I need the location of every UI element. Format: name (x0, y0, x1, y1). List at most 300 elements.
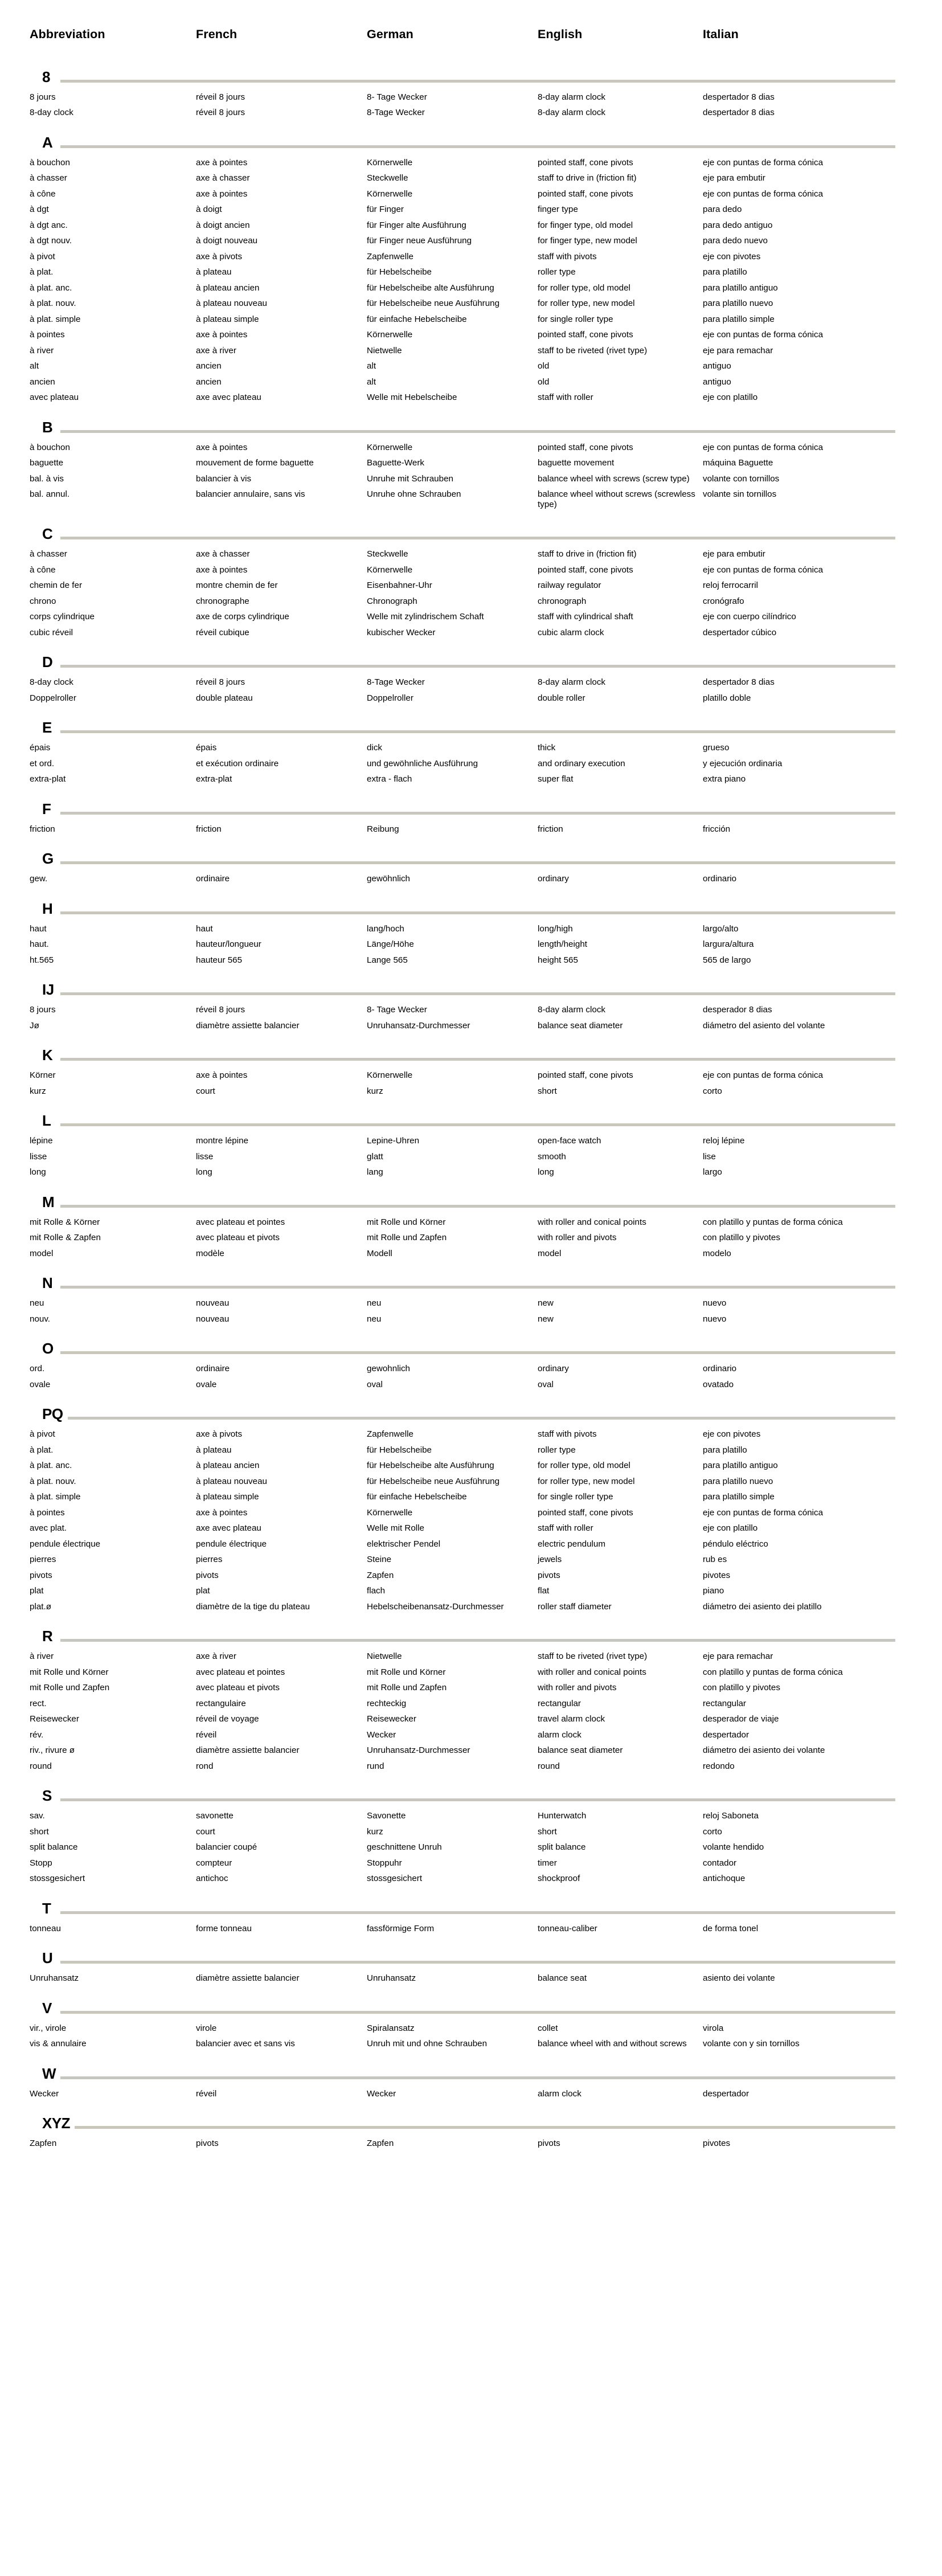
cell-english: rectangular (538, 1698, 581, 1708)
cell-italian: largo (703, 1167, 722, 1177)
cell-german: mit Rolle und Zapfen (367, 1233, 447, 1243)
cell-french: axe à pivots (196, 1429, 243, 1440)
section-divider-rule (75, 2126, 895, 2129)
cell-italian: volante con y sin tornillos (703, 2039, 800, 2049)
table-row (30, 872, 895, 886)
cell-abbreviation: à plat. anc. (30, 283, 72, 293)
cell-italian: con platillo y pivotes (703, 1683, 780, 1693)
cell-italian: para dedo nuevo (703, 236, 768, 246)
cell-english: split balance (538, 1842, 586, 1853)
cell-french: diamètre assiette balancier (196, 1020, 300, 1031)
section-rows (30, 1971, 912, 1986)
cell-abbreviation: extra-plat (30, 774, 66, 784)
cell-french: à plateau ancien (196, 1461, 260, 1471)
cell-german: Welle mit Hebelscheibe (367, 392, 457, 403)
cell-italian: eje para remachar (703, 345, 773, 355)
cell-english: finger type (538, 205, 578, 215)
cell-french: diamètre assiette balancier (196, 1745, 300, 1756)
section-rows (30, 156, 912, 405)
cell-german: für Hebelscheibe alte Ausführung (367, 1461, 494, 1471)
cell-german: für Finger neue Ausführung (367, 236, 472, 246)
cell-french: hauteur 565 (196, 955, 243, 965)
section-letter: V (42, 1999, 52, 2017)
cell-french: axe avec plateau (196, 392, 261, 403)
section-rows (30, 2136, 912, 2151)
cell-abbreviation: Körner (30, 1070, 56, 1081)
cell-german: rund (367, 1761, 384, 1771)
table-row (30, 1165, 895, 1180)
cell-abbreviation: chemin de fer (30, 580, 83, 591)
cell-french: à doigt (196, 205, 222, 215)
cell-italian: para dedo antiguo (703, 220, 773, 230)
cell-german: neu (367, 1298, 382, 1309)
cell-english: shockproof (538, 1874, 580, 1884)
cell-german: flach (367, 1586, 386, 1596)
cell-abbreviation: ord. (30, 1364, 45, 1374)
cell-french: avec plateau et pointes (196, 1667, 285, 1677)
section-letter: E (42, 719, 52, 737)
section-divider-rule (60, 1798, 895, 1801)
section-rows (30, 741, 912, 787)
section-divider-rule (60, 1058, 895, 1061)
cell-abbreviation: sav. (30, 1811, 45, 1821)
cell-italian: volante hendido (703, 1842, 764, 1853)
table-row (30, 375, 895, 390)
cell-abbreviation: haut (30, 923, 47, 934)
table-row (30, 1825, 895, 1839)
cell-italian: eje con cuerpo cilíndrico (703, 612, 796, 622)
cell-english: pointed staff, cone pivots (538, 442, 633, 452)
cell-french: réveil (196, 2088, 217, 2099)
cell-english: short (538, 1826, 557, 1837)
cell-french: axe à pointes (196, 442, 248, 452)
section-letter: L (42, 1112, 51, 1130)
cell-french: diamètre assiette balancier (196, 1973, 300, 1984)
cell-italian: eje con platillo (703, 1523, 758, 1534)
cell-abbreviation: chrono (30, 596, 56, 606)
table-row (30, 105, 895, 120)
cell-italian: largura/altura (703, 939, 754, 950)
cell-english: for finger type, new model (538, 236, 637, 246)
cell-german: für Finger alte Ausführung (367, 220, 466, 230)
cell-english: 8-day alarm clock (538, 92, 606, 102)
cell-english: model (538, 1248, 562, 1258)
table-row (30, 1568, 895, 1583)
section-divider-rule (60, 992, 895, 995)
table-row (30, 563, 895, 578)
cell-italian: para platillo (703, 267, 747, 277)
cell-german: für Hebelscheibe (367, 1445, 432, 1455)
cell-english: collet (538, 2023, 558, 2033)
cell-english: roller staff diameter (538, 1601, 612, 1612)
cell-italian: máquina Baguette (703, 458, 773, 468)
cell-french: savonette (196, 1811, 234, 1821)
section-heading-t (30, 1894, 895, 1917)
cell-english: pointed staff, cone pivots (538, 189, 633, 199)
cell-abbreviation: Unruhansatz (30, 1973, 79, 1984)
cell-english: 8-day alarm clock (538, 677, 606, 688)
cell-italian: despertador 8 dias (703, 92, 775, 102)
cell-abbreviation: à chasser (30, 173, 67, 183)
section-heading-k (30, 1041, 895, 1064)
cell-italian: diámetro dei asiento dei platillo (703, 1601, 822, 1612)
cell-english: balance wheel with and without screws (538, 2039, 687, 2049)
cell-english: electric pendulum (538, 1539, 606, 1549)
cell-german: Körnerwelle (367, 330, 413, 340)
cell-french: axe de corps cylindrique (196, 612, 289, 622)
cell-french: nouveau (196, 1298, 230, 1309)
cell-german: Steckwelle (367, 549, 408, 559)
table-row (30, 1696, 895, 1711)
cell-italian: despertador (703, 2088, 749, 2099)
cell-english: roller type (538, 267, 576, 277)
cell-english: short (538, 1086, 557, 1096)
cell-english: old (538, 361, 550, 371)
cell-abbreviation: bal. annul. (30, 489, 70, 500)
cell-french: avec plateau et pivots (196, 1233, 280, 1243)
cell-german: für Hebelscheibe neue Ausführung (367, 1476, 500, 1486)
section-divider-rule (60, 430, 895, 433)
cell-italian: antiguo (703, 377, 731, 387)
cell-abbreviation: friction (30, 824, 55, 834)
section-letter: B (42, 418, 53, 436)
table-row (30, 1521, 895, 1536)
cell-english: new (538, 1314, 554, 1324)
cell-italian: largo/alto (703, 923, 739, 934)
section-letter: O (42, 1340, 54, 1357)
cell-german: Körnerwelle (367, 565, 413, 575)
cell-abbreviation: mit Rolle und Zapfen (30, 1683, 110, 1693)
table-row (30, 2037, 895, 2051)
cell-abbreviation: tonneau (30, 1923, 61, 1933)
cell-german: Welle mit zylindrischem Schaft (367, 612, 484, 622)
section-heading-c (30, 520, 895, 542)
cell-italian: diámetro del asiento del volante (703, 1020, 825, 1031)
section-rows (30, 1068, 912, 1098)
cell-italian: cronógrafo (703, 596, 744, 606)
table-row (30, 772, 895, 787)
table-row (30, 1474, 895, 1489)
section-rows (30, 1427, 912, 1614)
table-row (30, 296, 895, 311)
cell-italian: eje con platillo (703, 392, 758, 403)
section-letter: XYZ (42, 2115, 71, 2132)
section-rows (30, 675, 912, 705)
section-divider-rule (60, 1961, 895, 1964)
cell-italian: piano (703, 1586, 724, 1596)
cell-abbreviation: neu (30, 1298, 44, 1309)
cell-italian: desperador 8 dias (703, 1005, 772, 1015)
cell-french: axe à pointes (196, 330, 248, 340)
table-row (30, 1296, 895, 1311)
cell-german: Nietwelle (367, 1651, 402, 1662)
cell-french: ordinaire (196, 874, 230, 884)
cell-german: 8-Tage Wecker (367, 677, 425, 688)
cell-english: baguette movement (538, 458, 615, 468)
cell-italian: despertador 8 dias (703, 677, 775, 688)
cell-italian: lise (703, 1151, 716, 1162)
table-row (30, 156, 895, 170)
table-row (30, 440, 895, 455)
cell-english: tonneau-caliber (538, 1923, 597, 1933)
section-heading-s (30, 1781, 895, 1804)
cell-italian: para platillo antiguo (703, 1461, 778, 1471)
cell-french: à doigt nouveau (196, 236, 258, 246)
cell-english: height 565 (538, 955, 578, 965)
cell-abbreviation: à river (30, 345, 54, 355)
section-heading-w (30, 2059, 895, 2082)
cell-italian: despertador 8 dias (703, 108, 775, 118)
section-divider-rule (60, 911, 895, 914)
cell-english: staff to drive in (friction fit) (538, 549, 637, 559)
cell-french: rectangulaire (196, 1698, 246, 1708)
table-row (30, 1312, 895, 1327)
section-heading-xyz (30, 2109, 895, 2132)
cell-english: cubic alarm clock (538, 627, 604, 637)
cell-german: kurz (367, 1826, 383, 1837)
cell-french: axe à river (196, 1651, 236, 1662)
section-rows (30, 922, 912, 968)
table-row (30, 1134, 895, 1148)
cell-abbreviation: 8 jours (30, 1005, 56, 1015)
cell-german: Steckwelle (367, 173, 408, 183)
cell-abbreviation: model (30, 1248, 54, 1258)
table-row (30, 1230, 895, 1245)
cell-german: neu (367, 1314, 382, 1324)
section-letter: C (42, 525, 53, 543)
cell-english: staff with pivots (538, 1429, 597, 1440)
cell-german: Körnerwelle (367, 1507, 413, 1518)
section-divider-rule (60, 1286, 895, 1289)
section-divider-rule (60, 665, 895, 668)
table-row (30, 472, 895, 486)
table-row (30, 1600, 895, 1614)
cell-german: 8-Tage Wecker (367, 108, 425, 118)
cell-german: rechteckig (367, 1698, 407, 1708)
cell-german: Stoppuhr (367, 1858, 402, 1868)
cell-french: réveil 8 jours (196, 92, 245, 102)
table-row (30, 390, 895, 405)
cell-english: smooth (538, 1151, 566, 1162)
cell-french: pendule électrique (196, 1539, 267, 1549)
cell-english: and ordinary execution (538, 758, 625, 768)
cell-italian: péndulo eléctrico (703, 1539, 768, 1549)
cell-abbreviation: 8-day clock (30, 677, 73, 688)
cell-german: Unruh mit und ohne Schrauben (367, 2039, 488, 2049)
cell-abbreviation: à plat. nouv. (30, 1476, 76, 1486)
cell-abbreviation: Doppelroller (30, 693, 76, 703)
cell-english: Hunterwatch (538, 1811, 587, 1821)
section-rows (30, 547, 912, 640)
cell-italian: para platillo nuevo (703, 1476, 773, 1486)
cell-english: pivots (538, 2139, 560, 2149)
cell-abbreviation: plat (30, 1586, 44, 1596)
cell-french: axe à chasser (196, 549, 250, 559)
cell-english: thick (538, 743, 556, 753)
cell-english: staff with cylindrical shaft (538, 612, 633, 622)
cell-italian: para platillo nuevo (703, 299, 773, 309)
column-header-german: German (367, 27, 413, 41)
cell-english: staff to be riveted (rivet type) (538, 1651, 648, 1662)
cell-french: modèle (196, 1248, 224, 1258)
cell-german: 8- Tage Wecker (367, 92, 427, 102)
section-heading-e (30, 713, 895, 736)
section-letter: K (42, 1046, 53, 1064)
cell-german: Wecker (367, 1729, 396, 1740)
cell-abbreviation: mit Rolle und Körner (30, 1667, 109, 1677)
cell-italian: virola (703, 2023, 724, 2033)
cell-english: with roller and pivots (538, 1233, 617, 1243)
cell-french: réveil 8 jours (196, 108, 245, 118)
cell-german: für einfache Hebelscheibe (367, 314, 467, 324)
table-row (30, 675, 895, 690)
cell-french: double plateau (196, 693, 253, 703)
cell-abbreviation: short (30, 1826, 49, 1837)
cell-english: ordinary (538, 1364, 569, 1374)
cell-english: pivots (538, 1570, 560, 1580)
cell-abbreviation: à pointes (30, 1507, 65, 1518)
section-letter: H (42, 899, 53, 917)
table-row (30, 187, 895, 202)
table-row (30, 1003, 895, 1017)
cell-german: Zapfenwelle (367, 1429, 413, 1440)
cell-english: for roller type, new model (538, 1476, 635, 1486)
cell-french: épais (196, 743, 217, 753)
cell-english: with roller and conical points (538, 1667, 646, 1677)
cell-french: compteur (196, 1858, 232, 1868)
table-row (30, 218, 895, 233)
cell-german: Spiralansatz (367, 2023, 415, 2033)
cell-french: axe à pivots (196, 251, 243, 261)
cell-english: for finger type, old model (538, 220, 633, 230)
cell-abbreviation: à pivot (30, 1429, 55, 1440)
cell-german: dick (367, 743, 383, 753)
section-letter: U (42, 1949, 53, 1967)
cell-italian: desperador de viaje (703, 1714, 779, 1724)
cell-french: réveil de voyage (196, 1714, 259, 1724)
cell-english: staff to be riveted (rivet type) (538, 345, 648, 355)
cell-french: ovale (196, 1379, 217, 1389)
cell-french: balancier annulaire, sans vis (196, 489, 305, 500)
cell-italian: asiento dei volante (703, 1973, 775, 1984)
table-row (30, 1361, 895, 1376)
cell-german: Unruhe mit Schrauben (367, 473, 453, 484)
cell-abbreviation: mit Rolle & Zapfen (30, 1233, 101, 1243)
cell-abbreviation: riv., rivure ø (30, 1745, 75, 1756)
cell-abbreviation: à dgt nouv. (30, 236, 72, 246)
cell-abbreviation: pendule électrique (30, 1539, 101, 1549)
cell-french: à plateau ancien (196, 283, 260, 293)
cell-english: oval (538, 1379, 554, 1389)
table-row (30, 1458, 895, 1473)
cell-german: Unruhe ohne Schrauben (367, 489, 461, 500)
cell-abbreviation: nouv. (30, 1314, 51, 1324)
cell-german: geschnittene Unruh (367, 1842, 442, 1853)
cell-italian: eje con pivotes (703, 1429, 761, 1440)
cell-abbreviation: à pivot (30, 251, 55, 261)
table-header-row (30, 27, 895, 42)
cell-german: Reisewecker (367, 1714, 416, 1724)
cell-english: open-face watch (538, 1136, 601, 1146)
section-letter: W (42, 2064, 56, 2082)
table-row (30, 1377, 895, 1392)
section-heading-l (30, 1106, 895, 1129)
cell-english: pointed staff, cone pivots (538, 330, 633, 340)
cell-french: axe à pointes (196, 565, 248, 575)
cell-english: for roller type, old model (538, 1461, 630, 1471)
section-divider-rule (60, 730, 895, 733)
cell-italian: pivotes (703, 2139, 731, 2149)
cell-english: for single roller type (538, 1492, 613, 1502)
cell-french: à doigt ancien (196, 220, 250, 230)
cell-abbreviation: à plat. (30, 267, 54, 277)
section-letter: IJ (42, 981, 54, 999)
cell-german: mit Rolle und Zapfen (367, 1683, 447, 1693)
section-letter: PQ (42, 1405, 63, 1423)
cell-english: long (538, 1167, 554, 1177)
section-heading-h (30, 894, 895, 917)
cell-abbreviation: Jø (30, 1020, 39, 1031)
cell-french: montre lépine (196, 1136, 249, 1146)
cell-english: alarm clock (538, 1729, 581, 1740)
section-letter: F (42, 800, 51, 817)
cell-german: Reibung (367, 824, 399, 834)
cell-italian: eje para remachar (703, 1651, 773, 1662)
cell-abbreviation: 8-day clock (30, 108, 73, 118)
cell-italian: rectangular (703, 1698, 746, 1708)
cell-english: with roller and pivots (538, 1683, 617, 1693)
cell-french: court (196, 1826, 215, 1837)
cell-english: alarm clock (538, 2088, 581, 2099)
cell-german: für Hebelscheibe (367, 267, 432, 277)
table-row (30, 1665, 895, 1680)
cell-english: railway regulator (538, 580, 601, 591)
table-row (30, 547, 895, 562)
cell-english: old (538, 377, 550, 387)
table-row (30, 456, 895, 471)
cell-english: balance seat diameter (538, 1745, 623, 1756)
cell-german: gewöhnlich (367, 874, 410, 884)
cell-german: Wecker (367, 2088, 396, 2099)
cell-french: ancien (196, 377, 222, 387)
table-row (30, 1427, 895, 1442)
cell-french: et exécution ordinaire (196, 758, 279, 768)
table-row (30, 1743, 895, 1758)
cell-french: axe à pointes (196, 1507, 248, 1518)
cell-french: pivots (196, 2139, 219, 2149)
section-rows (30, 1361, 912, 1392)
cell-english: with roller and conical points (538, 1217, 646, 1227)
cell-german: stossgesichert (367, 1874, 423, 1884)
cell-english: staff with roller (538, 1523, 593, 1534)
section-letter: A (42, 133, 53, 151)
cell-french: rond (196, 1761, 214, 1771)
cell-english: long/high (538, 923, 573, 934)
cell-french: diamètre de la tige du plateau (196, 1601, 310, 1612)
section-letter: R (42, 1628, 53, 1645)
cell-abbreviation: à cône (30, 565, 56, 575)
cell-french: réveil 8 jours (196, 1005, 245, 1015)
cell-english: friction (538, 824, 563, 834)
cell-german: Unruhansatz-Durchmesser (367, 1745, 470, 1756)
cell-english: pointed staff, cone pivots (538, 1070, 633, 1081)
section-rows (30, 1003, 912, 1033)
cell-italian: nuevo (703, 1298, 727, 1309)
table-row (30, 1246, 895, 1261)
table-row (30, 234, 895, 248)
cell-abbreviation: ancien (30, 377, 55, 387)
cell-abbreviation: mit Rolle & Körner (30, 1217, 100, 1227)
